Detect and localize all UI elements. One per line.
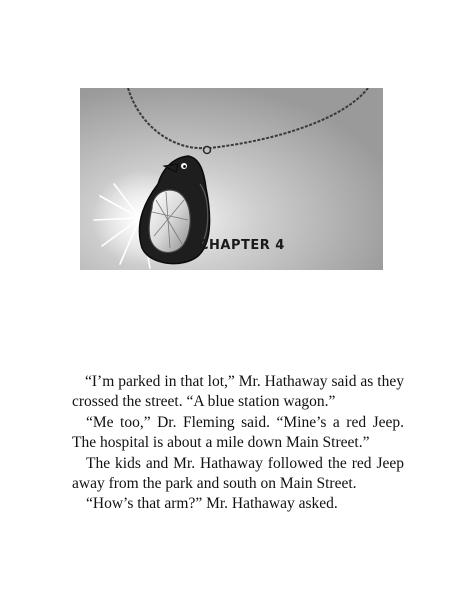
body-text [72,372,404,515]
paragraph: “Me too,” Dr. Fleming said. “Mine’s a red Jeep. The hospital is about a mile down Main Street.” [72,413,404,452]
chapter-heading: CHAPTER 4 [199,238,285,253]
paragraph: “I’m parked in that lot,” Mr. Hathaway said as they crossed the street. “A blue station wagon.” [72,373,404,411]
paragraph: The kids and Mr. Hathaway followed the red Jeep away from the park and south on Main Street. [72,454,404,493]
paragraph: “How’s that arm?” Mr. Hathaway asked. [86,495,338,513]
